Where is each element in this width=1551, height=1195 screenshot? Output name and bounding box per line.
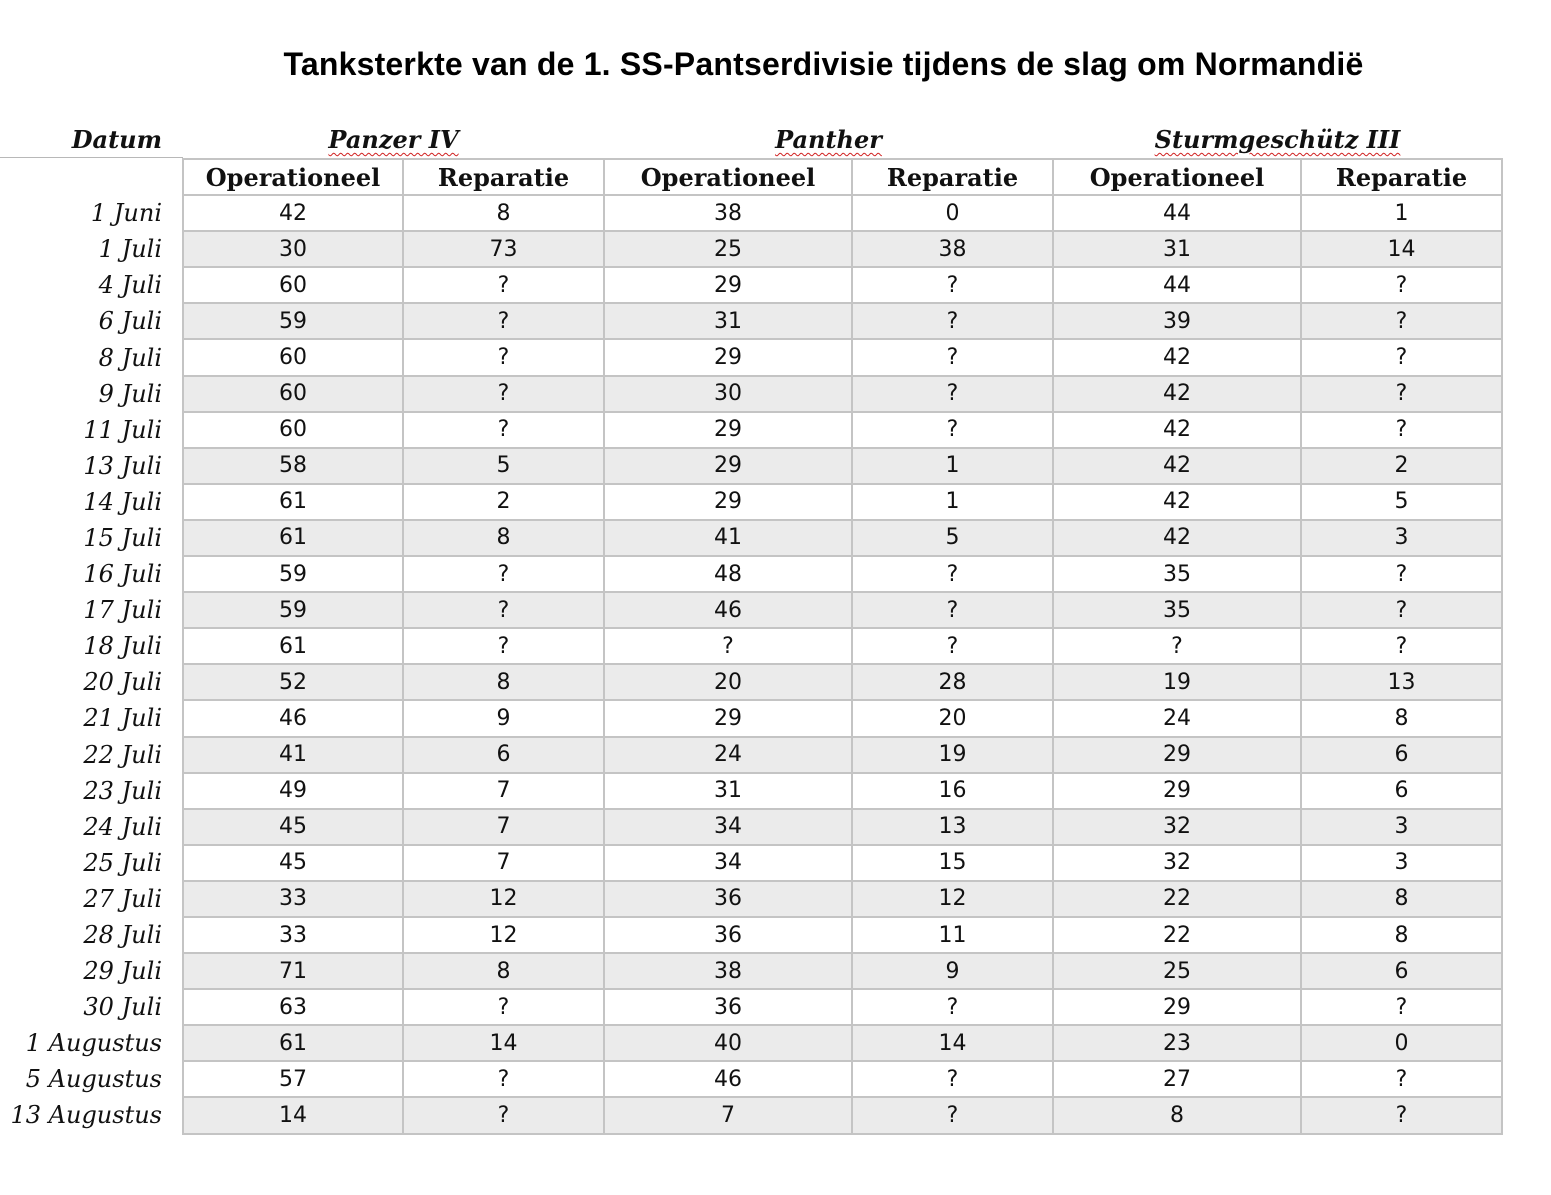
cell-panther-operationeel: 29 — [604, 448, 852, 484]
cell-panther-operationeel: 29 — [604, 700, 852, 736]
cell-panther-operationeel: 38 — [604, 195, 852, 231]
cell-panther-reparatie: 5 — [852, 520, 1053, 556]
cell-stug-iii-operationeel: 29 — [1053, 773, 1301, 809]
cell-panther-operationeel: 29 — [604, 484, 852, 520]
subheader-reparatie: Reparatie — [403, 159, 604, 195]
cell-panzer-iv-operationeel: 61 — [183, 1025, 403, 1061]
cell-panther-reparatie: ? — [852, 556, 1053, 592]
cell-panther-operationeel: 31 — [604, 773, 852, 809]
table-row — [0, 737, 1502, 773]
corner-cell — [0, 159, 183, 195]
cell-stug-iii-operationeel: 42 — [1053, 448, 1301, 484]
cell-panther-reparatie: 0 — [852, 195, 1053, 231]
cell-stug-iii-reparatie: ? — [1301, 1061, 1502, 1097]
subheader-row — [0, 159, 1502, 195]
cell-panther-reparatie: 19 — [852, 737, 1053, 773]
cell-stug-iii-reparatie: ? — [1301, 989, 1502, 1025]
cell-panzer-iv-operationeel: 45 — [183, 845, 403, 881]
cell-stug-iii-reparatie: ? — [1301, 303, 1502, 339]
table-row — [0, 484, 1502, 520]
table-row — [0, 664, 1502, 700]
cell-panzer-iv-reparatie: ? — [403, 556, 604, 592]
cell-panther-operationeel: 38 — [604, 953, 852, 989]
subheader-reparatie: Reparatie — [852, 159, 1053, 195]
cell-stug-iii-operationeel: 22 — [1053, 917, 1301, 953]
cell-panther-reparatie: ? — [852, 339, 1053, 375]
cell-stug-iii-operationeel: 39 — [1053, 303, 1301, 339]
cell-panzer-iv-operationeel: 61 — [183, 484, 403, 520]
cell-panzer-iv-reparatie: ? — [403, 339, 604, 375]
cell-stug-iii-operationeel: 32 — [1053, 809, 1301, 845]
cell-panther-operationeel: 25 — [604, 231, 852, 267]
cell-stug-iii-reparatie: 2 — [1301, 448, 1502, 484]
cell-stug-iii-operationeel: 42 — [1053, 412, 1301, 448]
cell-stug-iii-reparatie: ? — [1301, 412, 1502, 448]
cell-panzer-iv-operationeel: 59 — [183, 592, 403, 628]
cell-panther-reparatie: ? — [852, 628, 1053, 664]
table-row — [0, 412, 1502, 448]
table-row — [0, 1061, 1502, 1097]
row-date: 29 Juli — [0, 953, 183, 989]
cell-panzer-iv-operationeel: 52 — [183, 664, 403, 700]
cell-stug-iii-operationeel: 23 — [1053, 1025, 1301, 1061]
row-date: 30 Juli — [0, 989, 183, 1025]
cell-panther-reparatie: ? — [852, 303, 1053, 339]
cell-panther-reparatie: 12 — [852, 881, 1053, 917]
row-date: 25 Juli — [0, 845, 183, 881]
cell-stug-iii-reparatie: ? — [1301, 556, 1502, 592]
row-date: 23 Juli — [0, 773, 183, 809]
cell-stug-iii-reparatie: ? — [1301, 1097, 1502, 1133]
tank-strength-table — [0, 158, 1503, 1135]
cell-panzer-iv-reparatie: 8 — [403, 664, 604, 700]
row-date: 17 Juli — [0, 592, 183, 628]
row-date: 4 Juli — [0, 267, 183, 303]
cell-panzer-iv-reparatie: ? — [403, 592, 604, 628]
cell-panther-operationeel: 24 — [604, 737, 852, 773]
table-row — [0, 303, 1502, 339]
cell-panther-reparatie: ? — [852, 1061, 1053, 1097]
cell-stug-iii-reparatie: 3 — [1301, 809, 1502, 845]
cell-panther-operationeel: 36 — [604, 917, 852, 953]
cell-panzer-iv-operationeel: 60 — [183, 339, 403, 375]
cell-panther-operationeel: 31 — [604, 303, 852, 339]
cell-stug-iii-operationeel: 42 — [1053, 484, 1301, 520]
cell-panzer-iv-operationeel: 14 — [183, 1097, 403, 1133]
group-header-panzer-iv — [183, 124, 604, 156]
cell-panzer-iv-reparatie: 7 — [403, 773, 604, 809]
cell-stug-iii-reparatie: 6 — [1301, 737, 1502, 773]
page-title: Tanksterkte van de 1. SS-Pantserdivisie tijdens de slag om Normandië — [283, 46, 1364, 82]
cell-panzer-iv-reparatie: 8 — [403, 195, 604, 231]
row-date: 21 Juli — [0, 700, 183, 736]
cell-panzer-iv-reparatie: ? — [403, 628, 604, 664]
cell-stug-iii-operationeel: 44 — [1053, 195, 1301, 231]
cell-panther-operationeel: 29 — [604, 412, 852, 448]
cell-panzer-iv-operationeel: 58 — [183, 448, 403, 484]
cell-panzer-iv-operationeel: 59 — [183, 556, 403, 592]
cell-panzer-iv-reparatie: 6 — [403, 737, 604, 773]
cell-panther-operationeel: 29 — [604, 267, 852, 303]
cell-stug-iii-reparatie: 14 — [1301, 231, 1502, 267]
cell-panzer-iv-operationeel: 33 — [183, 917, 403, 953]
table-row — [0, 448, 1502, 484]
cell-panther-reparatie: ? — [852, 267, 1053, 303]
row-date: 13 Juli — [0, 448, 183, 484]
cell-panzer-iv-operationeel: 60 — [183, 412, 403, 448]
cell-panther-operationeel: 36 — [604, 989, 852, 1025]
cell-stug-iii-reparatie: 1 — [1301, 195, 1502, 231]
row-date: 16 Juli — [0, 556, 183, 592]
cell-stug-iii-operationeel: 8 — [1053, 1097, 1301, 1133]
cell-panther-reparatie: ? — [852, 989, 1053, 1025]
row-date: 5 Augustus — [0, 1061, 183, 1097]
table-row — [0, 592, 1502, 628]
row-date: 1 Juli — [0, 231, 183, 267]
cell-stug-iii-reparatie: 13 — [1301, 664, 1502, 700]
cell-panther-operationeel: 34 — [604, 809, 852, 845]
table-row — [0, 989, 1502, 1025]
cell-stug-iii-reparatie: ? — [1301, 628, 1502, 664]
table-row — [0, 953, 1502, 989]
table-body — [0, 195, 1502, 1133]
group-header-label: Panzer IV — [328, 125, 459, 154]
group-header-sturmgeschutz-iii — [1053, 124, 1502, 156]
cell-panther-reparatie: ? — [852, 1097, 1053, 1133]
cell-panzer-iv-operationeel: 49 — [183, 773, 403, 809]
row-date: 20 Juli — [0, 664, 183, 700]
cell-panther-operationeel: 34 — [604, 845, 852, 881]
row-date: 1 Juni — [0, 195, 183, 231]
cell-panther-operationeel: 36 — [604, 881, 852, 917]
cell-panzer-iv-operationeel: 59 — [183, 303, 403, 339]
subheader-reparatie: Reparatie — [1301, 159, 1502, 195]
cell-panther-reparatie: 14 — [852, 1025, 1053, 1061]
row-date: 8 Juli — [0, 339, 183, 375]
cell-stug-iii-operationeel: 29 — [1053, 737, 1301, 773]
row-date: 18 Juli — [0, 628, 183, 664]
cell-panther-reparatie: ? — [852, 376, 1053, 412]
table-row — [0, 845, 1502, 881]
cell-stug-iii-reparatie: 5 — [1301, 484, 1502, 520]
cell-panzer-iv-reparatie: 8 — [403, 953, 604, 989]
cell-panther-operationeel: ? — [604, 628, 852, 664]
table-row — [0, 195, 1502, 231]
cell-stug-iii-reparatie: ? — [1301, 339, 1502, 375]
cell-panther-reparatie: 20 — [852, 700, 1053, 736]
cell-panzer-iv-operationeel: 61 — [183, 520, 403, 556]
cell-stug-iii-operationeel: ? — [1053, 628, 1301, 664]
table-row — [0, 231, 1502, 267]
cell-panther-operationeel: 48 — [604, 556, 852, 592]
cell-panzer-iv-reparatie: ? — [403, 1061, 604, 1097]
cell-panther-operationeel: 46 — [604, 592, 852, 628]
row-date: 15 Juli — [0, 520, 183, 556]
cell-panzer-iv-operationeel: 30 — [183, 231, 403, 267]
cell-panzer-iv-operationeel: 63 — [183, 989, 403, 1025]
cell-stug-iii-reparatie: 6 — [1301, 953, 1502, 989]
cell-panther-operationeel: 41 — [604, 520, 852, 556]
cell-stug-iii-operationeel: 32 — [1053, 845, 1301, 881]
cell-stug-iii-operationeel: 25 — [1053, 953, 1301, 989]
cell-panzer-iv-operationeel: 57 — [183, 1061, 403, 1097]
table-row — [0, 809, 1502, 845]
cell-panther-operationeel: 46 — [604, 1061, 852, 1097]
cell-panther-reparatie: ? — [852, 412, 1053, 448]
cell-panther-reparatie: 16 — [852, 773, 1053, 809]
cell-panther-reparatie: 1 — [852, 448, 1053, 484]
cell-panzer-iv-operationeel: 46 — [183, 700, 403, 736]
group-header-label: Panther — [775, 125, 882, 154]
table-row — [0, 628, 1502, 664]
cell-panzer-iv-reparatie: 2 — [403, 484, 604, 520]
cell-panzer-iv-operationeel: 61 — [183, 628, 403, 664]
table-row — [0, 1025, 1502, 1061]
cell-panzer-iv-reparatie: ? — [403, 412, 604, 448]
cell-stug-iii-reparatie: 8 — [1301, 917, 1502, 953]
group-header-label: Sturmgeschütz III — [1154, 125, 1401, 154]
cell-panzer-iv-reparatie: 9 — [403, 700, 604, 736]
cell-panther-operationeel: 29 — [604, 339, 852, 375]
cell-panther-reparatie: 38 — [852, 231, 1053, 267]
table-row — [0, 917, 1502, 953]
cell-panther-operationeel: 30 — [604, 376, 852, 412]
cell-stug-iii-operationeel: 27 — [1053, 1061, 1301, 1097]
cell-stug-iii-reparatie: 6 — [1301, 773, 1502, 809]
cell-stug-iii-operationeel: 19 — [1053, 664, 1301, 700]
table-row — [0, 773, 1502, 809]
cell-panzer-iv-operationeel: 42 — [183, 195, 403, 231]
cell-panzer-iv-operationeel: 71 — [183, 953, 403, 989]
cell-panther-operationeel: 40 — [604, 1025, 852, 1061]
table-row — [0, 556, 1502, 592]
row-date: 27 Juli — [0, 881, 183, 917]
row-date: 28 Juli — [0, 917, 183, 953]
cell-panther-reparatie: 13 — [852, 809, 1053, 845]
cell-panzer-iv-reparatie: ? — [403, 1097, 604, 1133]
cell-stug-iii-reparatie: 0 — [1301, 1025, 1502, 1061]
cell-panzer-iv-reparatie: 12 — [403, 917, 604, 953]
row-date: 11 Juli — [0, 412, 183, 448]
table-row — [0, 267, 1502, 303]
cell-panzer-iv-reparatie: ? — [403, 376, 604, 412]
cell-panzer-iv-operationeel: 60 — [183, 376, 403, 412]
cell-panther-reparatie: 28 — [852, 664, 1053, 700]
cell-stug-iii-operationeel: 31 — [1053, 231, 1301, 267]
cell-stug-iii-reparatie: ? — [1301, 267, 1502, 303]
cell-panzer-iv-operationeel: 60 — [183, 267, 403, 303]
subheader-operationeel: Operationeel — [183, 159, 403, 195]
group-header-panther — [604, 124, 1053, 156]
subheader-operationeel: Operationeel — [604, 159, 852, 195]
cell-stug-iii-reparatie: 3 — [1301, 520, 1502, 556]
cell-panzer-iv-reparatie: 7 — [403, 809, 604, 845]
cell-stug-iii-operationeel: 22 — [1053, 881, 1301, 917]
table-row — [0, 376, 1502, 412]
cell-stug-iii-operationeel: 42 — [1053, 376, 1301, 412]
date-column-header: Datum — [71, 125, 162, 154]
cell-panzer-iv-reparatie: 5 — [403, 448, 604, 484]
cell-panzer-iv-operationeel: 41 — [183, 737, 403, 773]
cell-panther-reparatie: 15 — [852, 845, 1053, 881]
cell-panther-reparatie: 11 — [852, 917, 1053, 953]
table-row — [0, 700, 1502, 736]
cell-panther-reparatie: 1 — [852, 484, 1053, 520]
row-date: 22 Juli — [0, 737, 183, 773]
table-row — [0, 520, 1502, 556]
row-date: 1 Augustus — [0, 1025, 183, 1061]
cell-stug-iii-reparatie: 3 — [1301, 845, 1502, 881]
cell-stug-iii-reparatie: ? — [1301, 376, 1502, 412]
cell-stug-iii-reparatie: ? — [1301, 592, 1502, 628]
row-date: 9 Juli — [0, 376, 183, 412]
cell-panzer-iv-reparatie: 7 — [403, 845, 604, 881]
cell-panther-operationeel: 7 — [604, 1097, 852, 1133]
cell-panzer-iv-reparatie: ? — [403, 303, 604, 339]
cell-panzer-iv-reparatie: 14 — [403, 1025, 604, 1061]
row-date: 13 Augustus — [0, 1097, 183, 1133]
cell-panther-operationeel: 20 — [604, 664, 852, 700]
cell-stug-iii-operationeel: 35 — [1053, 556, 1301, 592]
table-row — [0, 1097, 1502, 1133]
table-row — [0, 339, 1502, 375]
cell-panzer-iv-reparatie: ? — [403, 267, 604, 303]
cell-stug-iii-operationeel: 35 — [1053, 592, 1301, 628]
cell-panzer-iv-reparatie: 8 — [403, 520, 604, 556]
cell-stug-iii-operationeel: 42 — [1053, 520, 1301, 556]
table-row — [0, 881, 1502, 917]
row-date: 6 Juli — [0, 303, 183, 339]
cell-stug-iii-reparatie: 8 — [1301, 881, 1502, 917]
cell-panzer-iv-reparatie: 12 — [403, 881, 604, 917]
subheader-operationeel: Operationeel — [1053, 159, 1301, 195]
cell-panzer-iv-operationeel: 33 — [183, 881, 403, 917]
cell-stug-iii-operationeel: 42 — [1053, 339, 1301, 375]
cell-panzer-iv-operationeel: 45 — [183, 809, 403, 845]
cell-panzer-iv-reparatie: 73 — [403, 231, 604, 267]
row-date: 14 Juli — [0, 484, 183, 520]
cell-panther-reparatie: ? — [852, 592, 1053, 628]
cell-panzer-iv-reparatie: ? — [403, 989, 604, 1025]
cell-stug-iii-operationeel: 29 — [1053, 989, 1301, 1025]
cell-stug-iii-operationeel: 44 — [1053, 267, 1301, 303]
cell-stug-iii-reparatie: 8 — [1301, 700, 1502, 736]
row-date: 24 Juli — [0, 809, 183, 845]
cell-stug-iii-operationeel: 24 — [1053, 700, 1301, 736]
cell-panther-reparatie: 9 — [852, 953, 1053, 989]
